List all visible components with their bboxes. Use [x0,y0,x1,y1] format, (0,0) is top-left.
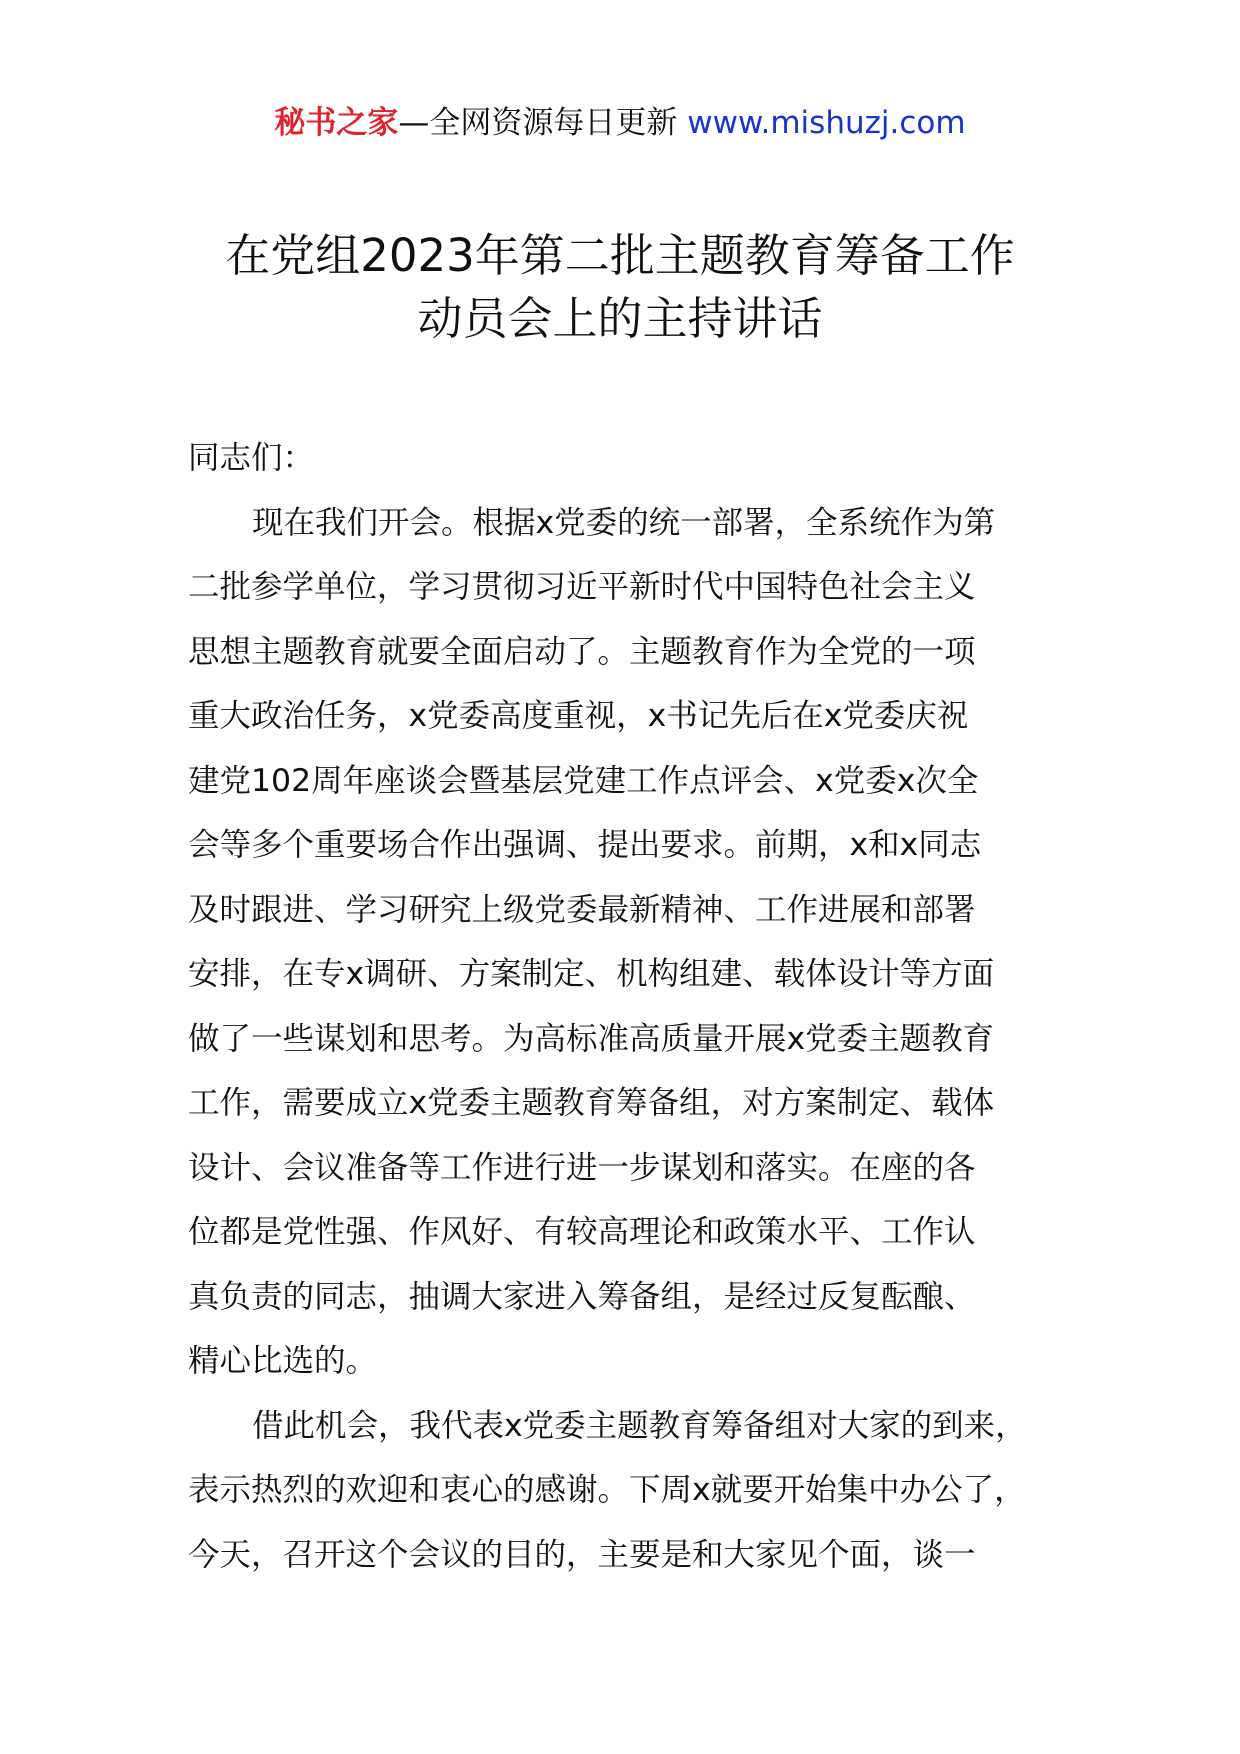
paragraph-1 [188,491,1078,1394]
paragraph-line: 位都是党性强、作风好、有较高理论和政策水平、工作认 [188,1214,976,1250]
site-header [0,100,1240,146]
greeting: 同志们： [188,440,315,476]
title-line-1: 在党组2023年第二批主题教育筹备工作 [225,229,1015,282]
paragraph-line: 现在我们开会。根据x党委的统一部署，全系统作为第 [252,504,996,541]
paragraph-line: 及时跟进、学习研究上级党委最新精神、工作进展和部署 [188,891,976,928]
paragraph-2 [188,1394,1078,1588]
paragraph-line: 借此机会，我代表x党委主题教育筹备组对大家的到来， [252,1407,1027,1444]
paragraph-line: 会等多个重要场合作出强调、提出要求。前期，x和x同志 [188,827,982,863]
title-line-2: 动员会上的主持讲话 [417,292,823,345]
paragraph-line: 精心比选的。 [188,1343,378,1379]
paragraph-line: 设计、会议准备等工作进行进一步谋划和落实。在座的各 [188,1149,976,1186]
paragraph-line: 安排，在专x调研、方案制定、机构组建、载体设计等方面 [188,956,995,992]
paragraph-line: 表示热烈的欢迎和衷心的感谢。下周x就要开始集中办公了， [188,1472,1026,1508]
paragraph-line: 今天，召开这个会议的目的，主要是和大家见个面，谈一 [188,1536,976,1573]
paragraph-line: 重大政治任务，x党委高度重视，x书记先后在x党委庆祝 [188,698,969,734]
document-title [0,224,1240,350]
paragraph-line: 真负责的同志，抽调大家进入筹备组，是经过反复酝酿、 [188,1278,976,1315]
header-tagline: —全网资源每日更新 [398,105,678,141]
paragraph-line: 二批参学单位，学习贯彻习近平新时代中国特色社会主义 [188,569,976,605]
paragraph-line: 思想主题教育就要全面启动了。主题教育作为全党的一项 [188,633,976,670]
paragraph-line: 建党102周年座谈会暨基层党建工作点评会、x党委x次全 [188,762,979,799]
document-body [188,426,1078,1587]
paragraph-line: 做了一些谋划和思考。为高标准高质量开展x党委主题教育 [188,1020,995,1057]
site-url-link[interactable]: www.mishuzj.com [687,105,966,141]
paragraph-line: 工作，需要成立x党委主题教育筹备组，对方案制定、载体 [188,1085,995,1121]
brand-name: 秘书之家 [274,105,399,141]
